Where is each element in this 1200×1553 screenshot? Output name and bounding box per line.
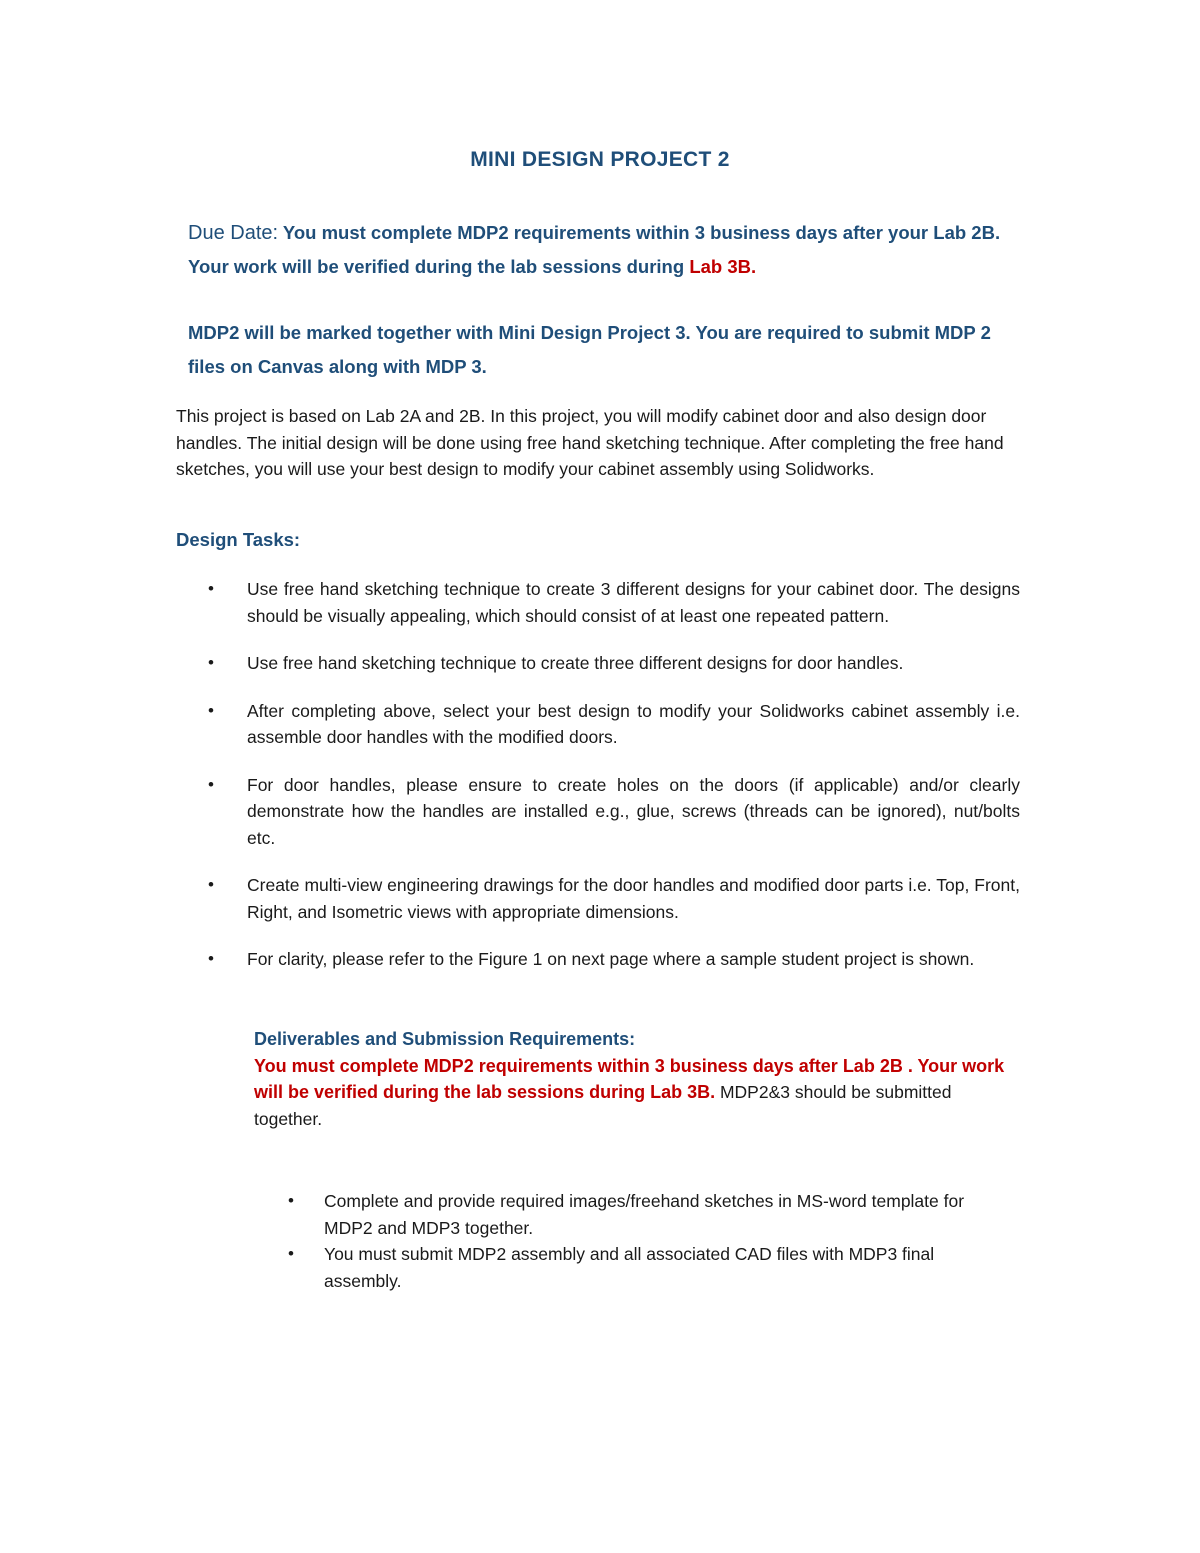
intro-paragraph: This project is based on Lab 2A and 2B. In this project, you will modify cabinet door and also design door handles. The initial design will be done using free hand sketching technique. After completing the free hand sketches, you will use your best design to modify your cabinet assembly using Solidworks. <box>176 406 1004 479</box>
task-text: Create multi-view engineering drawings for the door handles and modified door parts i.e. Top, Front, Right, and Isometric views with appropriate dimensions. <box>247 875 1020 922</box>
due-date-label: Due Date: <box>188 222 279 244</box>
list-item <box>288 1241 988 1294</box>
submission-text: You must submit MDP2 assembly and all associated CAD files with MDP3 final assembly. <box>324 1244 935 1291</box>
due-date-paragraph <box>188 216 1008 284</box>
task-text: Use free hand sketching technique to create three different designs for door handles. <box>247 653 904 673</box>
deliverables-heading: Deliverables and Submission Requirements: <box>254 1029 636 1049</box>
bullet-icon: • <box>208 700 214 720</box>
list-item <box>208 772 1020 852</box>
list-item <box>208 872 1020 925</box>
list-item <box>208 698 1020 751</box>
deliverables-tail-text: MDP2&3 should be submitted together. <box>254 1082 952 1129</box>
task-text: After completing above, select your best design to modify your Solidworks cabinet assembly i.e. assemble door handles with the modified doors. <box>247 700 1020 747</box>
bullet-icon: • <box>208 579 214 598</box>
due-date-highlight: Lab 3B. <box>689 256 757 277</box>
deliverables-section <box>254 1026 1014 1132</box>
task-text: For door handles, please ensure to create holes on the doors (if applicable) and/or clearly demonstrate how the handles are installed e.g., glue, screws (threads can be ignored), nut/bolts etc. <box>247 774 1020 848</box>
design-tasks-list <box>208 576 1020 994</box>
submission-list <box>288 1188 988 1294</box>
task-text: Use free hand sketching technique to create 3 different designs for your cabinet door. The designs should be visually appealing, which should consist of at least one repeated pattern. <box>247 579 1020 626</box>
deliverables-red-text: You must complete MDP2 requirements within 3 business days after Lab 2B . Your work will be verified during the lab sessions during Lab 3B. <box>254 1055 1005 1102</box>
bullet-icon: • <box>208 774 214 794</box>
submission-text: Complete and provide required images/freehand sketches in MS-word template for MDP2 and MDP3 together. <box>324 1191 965 1238</box>
bullet-icon: • <box>288 1191 294 1210</box>
list-item <box>208 576 1020 629</box>
due-date-text: You must complete MDP2 requirements within 3 business days after your Lab 2B. Your work will be verified during the lab sessions during <box>188 222 1001 277</box>
bullet-icon: • <box>288 1244 294 1263</box>
bullet-icon: • <box>208 653 214 672</box>
deliverables-paragraph <box>254 1053 1014 1133</box>
list-item <box>288 1188 988 1241</box>
list-item <box>208 946 1020 973</box>
page-title: MINI DESIGN PROJECT 2 <box>470 148 730 171</box>
bullet-icon: • <box>208 875 214 894</box>
list-item <box>208 650 1020 677</box>
marking-paragraph: MDP2 will be marked together with Mini Design Project 3. You are required to submit MDP 2 files on Canvas along with MDP 3. <box>188 322 991 377</box>
bullet-icon: • <box>208 949 214 968</box>
task-text: For clarity, please refer to the Figure 1 on next page where a sample student project is shown. <box>247 949 975 969</box>
design-tasks-heading: Design Tasks: <box>176 529 301 550</box>
